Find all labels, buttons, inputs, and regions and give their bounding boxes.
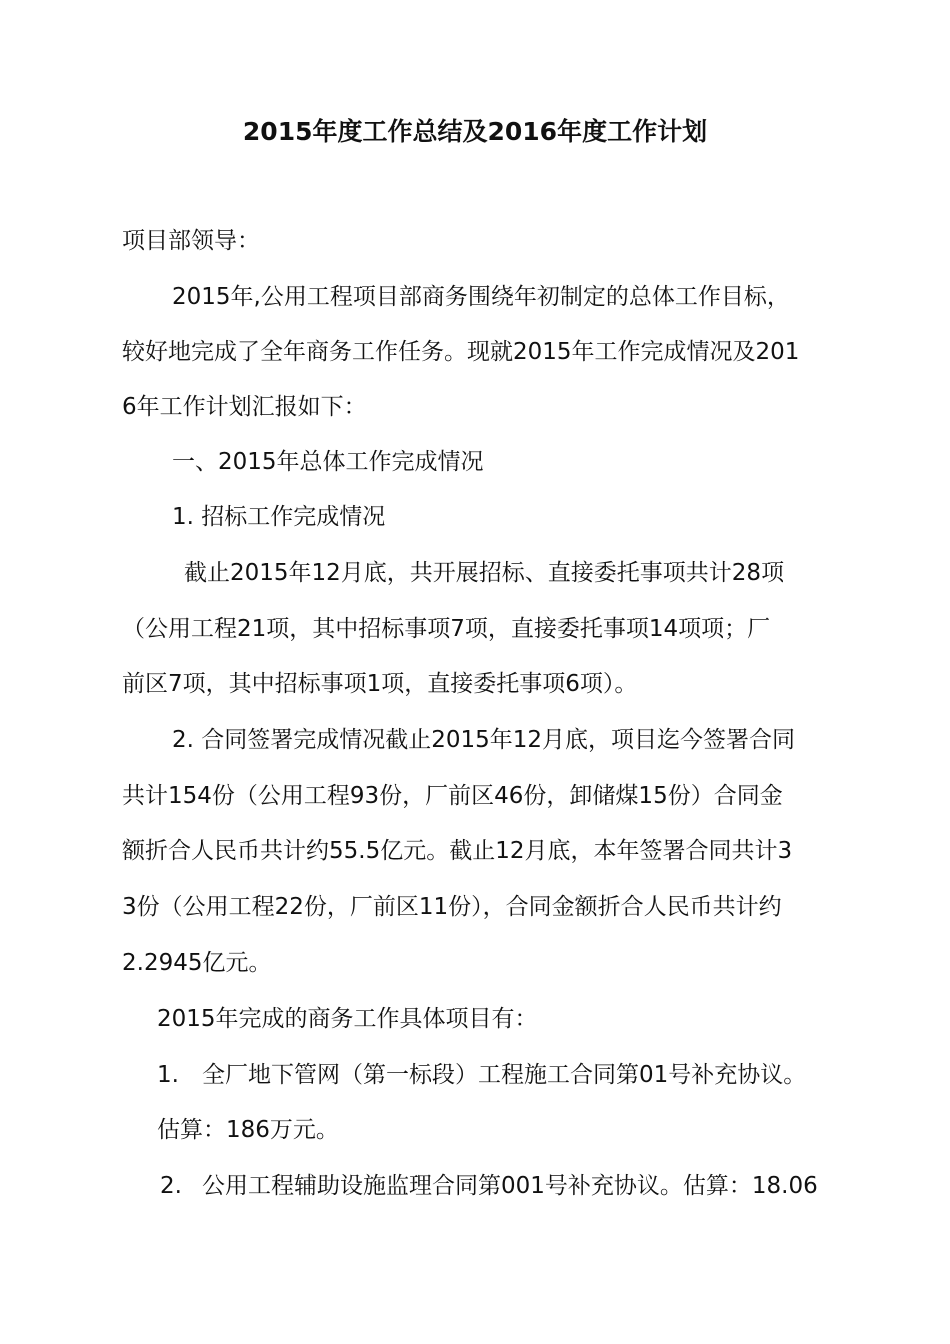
item-1-line-2: （公用工程21项，其中招标事项7项，直接委托事项14项项；厂 xyxy=(122,616,771,642)
project-2-number: 2. xyxy=(160,1173,182,1199)
greeting: 项目部领导： xyxy=(122,228,260,254)
project-1-number: 1. xyxy=(157,1062,179,1088)
item-2-line-1: 2. 合同签署完成情况截止2015年12月底，项目迄今签署合同 xyxy=(172,727,796,753)
item-2-line-2: 共计154份（公用工程93份，厂前区46份，卸储煤15份）合同金 xyxy=(122,783,783,809)
projects-heading: 2015年完成的商务工作具体项目有： xyxy=(157,1006,538,1032)
project-2-text: 公用工程辅助设施监理合同第001号补充协议。估算：18.06 xyxy=(202,1173,818,1199)
intro-line-3: 6年工作计划汇报如下： xyxy=(122,394,367,420)
item-2-line-4: 3份（公用工程22份，厂前区11份），合同金额折合人民币共计约 xyxy=(122,894,782,920)
intro-line-1: 2015年,公用工程项目部商务围绕年初制定的总体工作目标， xyxy=(172,284,790,310)
item-2-line-3: 额折合人民币共计约55.5亿元。截止12月底，本年签署合同共计3 xyxy=(122,838,793,864)
document-title: 2015年度工作总结及2016年度工作计划 xyxy=(242,117,708,146)
item-1-heading: 1. 招标工作完成情况 xyxy=(172,504,386,530)
item-1-line-3: 前区7项，其中招标事项1项，直接委托事项6项）。 xyxy=(122,671,638,697)
item-2-line-5: 2.2945亿元。 xyxy=(122,950,272,976)
intro-line-2: 较好地完成了全年商务工作任务。现就2015年工作完成情况及201 xyxy=(122,339,800,365)
item-1-line-1: 截止2015年12月底，共开展招标、直接委托事项共计28项 xyxy=(184,560,785,586)
project-1-continuation: 估算：186万元。 xyxy=(157,1117,339,1143)
project-1-text: 全厂地下管网（第一标段）工程施工合同第01号补充协议。 xyxy=(202,1062,807,1088)
section-1-heading: 一、2015年总体工作完成情况 xyxy=(172,449,484,475)
